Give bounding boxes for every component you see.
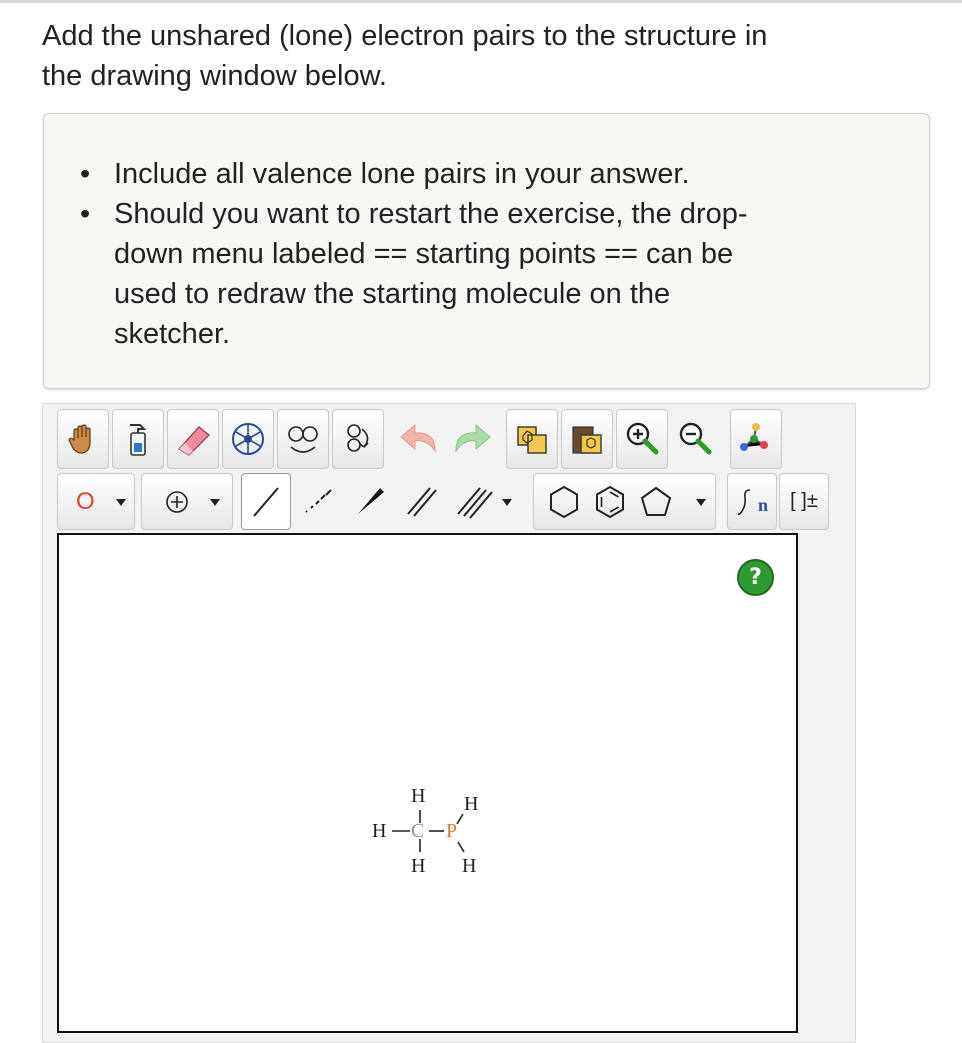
redo-icon — [450, 419, 494, 459]
triple-bond-selector[interactable] — [449, 473, 521, 530]
clean-structure-icon — [736, 419, 776, 459]
instruction-line: used to redraw the starting molecule on the — [114, 278, 671, 310]
cyclohexane-icon — [544, 482, 584, 522]
ring-template-button[interactable] — [277, 409, 329, 469]
sgroup-n-label: n — [757, 495, 768, 515]
paste-button[interactable] — [561, 409, 613, 469]
element-symbol: O — [76, 487, 95, 515]
undo-icon — [397, 419, 441, 459]
hashed-bond-button[interactable] — [293, 473, 343, 530]
template-icon — [228, 419, 268, 459]
spray-bottle-icon — [120, 419, 156, 459]
wedge-bond-button[interactable] — [345, 473, 395, 530]
paste-icon — [567, 419, 607, 459]
benzene-icon — [590, 482, 630, 522]
clean-structure-button[interactable] — [730, 409, 782, 469]
help-button[interactable] — [737, 559, 774, 596]
undo-button[interactable] — [393, 409, 445, 469]
atom-phosphorus[interactable]: P — [446, 820, 458, 842]
charge-selector[interactable] — [141, 473, 233, 530]
copy-button[interactable] — [506, 409, 558, 469]
chain-template-button[interactable] — [332, 409, 384, 469]
sgroup-button[interactable] — [727, 473, 777, 530]
instruction-item-lone-pairs — [80, 154, 894, 194]
instructions-list — [80, 154, 894, 354]
atom-h-top-right[interactable]: H — [464, 793, 479, 815]
zoom-out-icon — [675, 419, 715, 459]
instruction-line: sketcher. — [114, 318, 231, 350]
chain-template-icon — [338, 419, 378, 459]
atom-h-bottom-right[interactable]: H — [462, 855, 477, 877]
drawing-canvas[interactable] — [57, 533, 798, 1033]
instruction-item-restart — [80, 194, 894, 354]
clear-tool-button[interactable] — [112, 409, 164, 469]
instruction-line: down menu labeled == starting points == can be — [114, 238, 734, 270]
chevron-down-icon — [696, 499, 706, 506]
atom-h-bottom-left[interactable]: H — [411, 855, 426, 877]
chevron-down-icon — [210, 499, 220, 506]
top-divider — [0, 0, 962, 3]
question-line-1: Add the unshared (lone) electron pairs to the structure in — [42, 20, 768, 52]
atom-h-top-left[interactable]: H — [411, 785, 426, 807]
bullet: • — [80, 158, 91, 190]
copy-icon — [512, 419, 552, 459]
help-label: ? — [749, 565, 762, 590]
bond-p-h-top — [457, 814, 463, 824]
hand-tool-button[interactable] — [57, 409, 109, 469]
element-selector[interactable] — [57, 473, 135, 530]
bracket-button[interactable] — [779, 473, 829, 530]
zoom-out-button[interactable] — [669, 409, 721, 469]
redo-button[interactable] — [446, 409, 498, 469]
double-bond-button[interactable] — [397, 473, 447, 530]
instruction-text: Include all valence lone pairs in your answer. — [114, 158, 690, 190]
plus-charge-icon — [164, 489, 190, 515]
eraser-icon — [173, 419, 213, 459]
bullet: • — [80, 198, 91, 230]
single-bond-icon — [246, 482, 286, 522]
sgroup-icon — [736, 487, 758, 517]
hand-icon — [64, 420, 102, 458]
zoom-in-button[interactable] — [616, 409, 668, 469]
question-text — [42, 16, 932, 96]
question-line-2: the drawing window below. — [42, 60, 387, 92]
ring-selector[interactable] — [533, 473, 716, 530]
single-bond-button[interactable] — [241, 473, 291, 530]
zoom-in-icon — [622, 419, 662, 459]
atom-h-left[interactable]: H — [372, 820, 387, 842]
instructions-box — [43, 113, 930, 389]
triple-bond-icon — [454, 482, 494, 522]
cyclopentane-icon — [636, 482, 676, 522]
double-bond-icon — [402, 482, 442, 522]
eraser-tool-button[interactable] — [167, 409, 219, 469]
ring-template-icon — [283, 419, 323, 459]
wedge-bond-icon — [350, 482, 390, 522]
chevron-down-icon — [502, 499, 512, 506]
chevron-down-icon — [116, 499, 126, 506]
bracket-label: [ ]± — [790, 490, 818, 512]
instruction-line: Should you want to restart the exercise, the drop- — [114, 198, 748, 230]
hashed-bond-icon — [298, 482, 338, 522]
bond-p-h-bottom — [458, 842, 464, 852]
template-tool-button[interactable] — [222, 409, 274, 469]
atom-carbon[interactable]: C — [411, 820, 425, 842]
